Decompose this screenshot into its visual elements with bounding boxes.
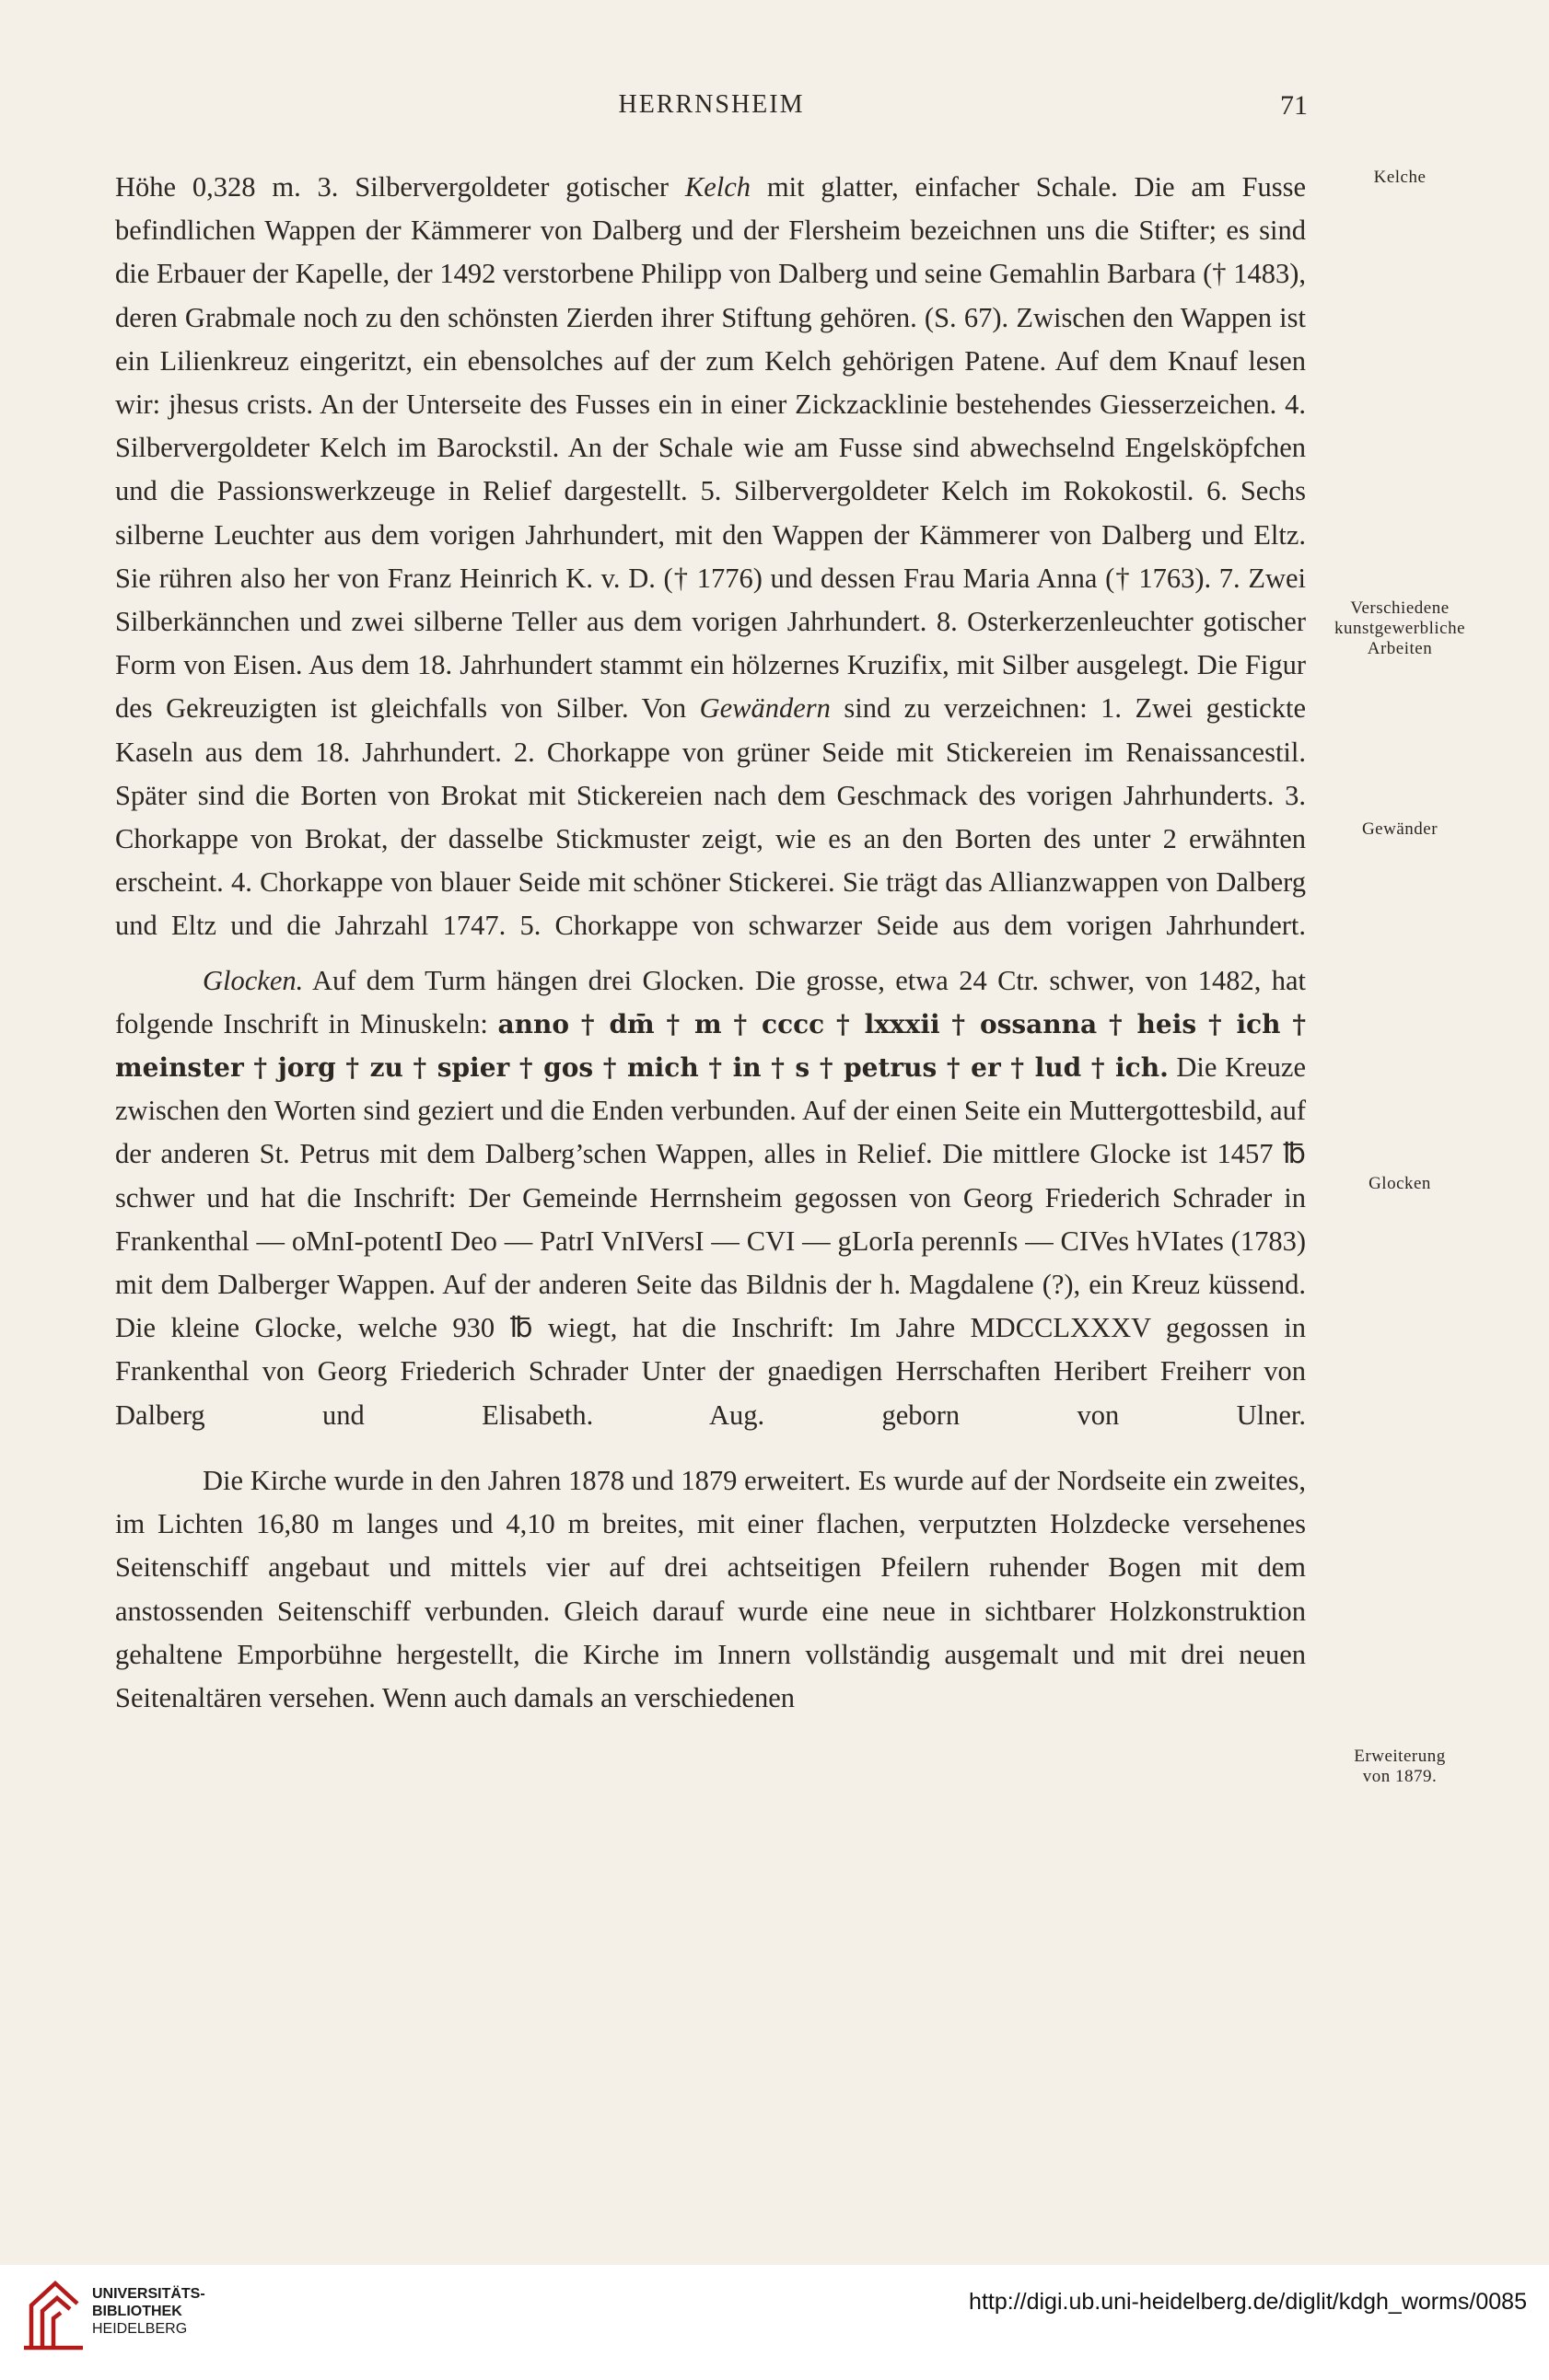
source-url-link[interactable]: http://digi.ub.uni-heidelberg.de/diglit/kdgh_worms/0085 xyxy=(969,2289,1527,2315)
paragraph-glocken: Glocken. Auf dem Turm hängen drei Glocken. Die grosse, etwa 24 Ctr. schwer, von 1482, hat folgende Inschrift in Minuskeln: anno † dm̄ † m † cccc † lxxxii † ossanna † heis † ich † meinster † jorg † zu † spier † gos † mich † in † s † petrus † er † lud † ich. Die Kreuze zwischen den Worten sind geziert und die Enden verbunden. Auf der einen Seite ein Muttergottesbild, auf der anderen St. Petrus mit dem Dalberg’schen Wappen, alles in Relief. Die mittlere Glocke ist 1457 ℔ schwer und hat die Inschrift: Der Gemeinde Herrnsheim gegossen von Georg Friederich Schrader in Frankenthal — oMnI-potentI Deo — PatrI VnIVersI — CVI — gLorIa perennIs — CIVes hVIates (1783) mit dem Dalberger Wappen. Auf der anderen Seite das Bildnis der h. Magdalene (?), ein Kreuz küssend. Die kleine Glocke, welche 930 ℔ wiegt, hat die Inschrift: Im Jahre MDCCLXXXV gegossen in Frankenthal von Georg Friederich Schrader Unter der gnaedigen Herrschaften Heribert Freiherr von Dalberg und Elisabeth. Aug. geborn von Ulner. xyxy=(115,964,1307,1431)
page-number: 71 xyxy=(1280,90,1308,121)
keyword-gewaendern: Gewändern xyxy=(699,692,831,725)
library-logo-icon[interactable] xyxy=(20,2278,87,2351)
keyword-glocken: Glocken. xyxy=(203,964,304,996)
margin-note-arbeiten: Verschiedene kunstgewerbliche Arbeiten xyxy=(1334,598,1465,658)
page-title: HERRNSHEIM xyxy=(618,90,805,119)
running-head xyxy=(115,90,1308,127)
keyword-kelch: Kelch xyxy=(684,171,751,203)
paragraph-erweiterung: Die Kirche wurde in den Jahren 1878 und 1879 erweitert. Es wurde auf der Nordseite ein zweites, im Lichten 16,80 m langes und 4,10 m breites, mit einer flachen, verputzten Holzdecke versehenes Seitenschiff angebaut und mittels vier auf drei achtseitigen Pfeilern ruhender Bogen mit dem anstossenden Seitenschiff verbunden. Gleich darauf wurde eine neue in sichtbarer Holzkonstruktion gehaltene Emporbühne hergestellt, die Kirche im Innern vollständig ausgemalt und mit drei neuen Seitenaltären versehen. Wenn auch damals an verschiedenen xyxy=(115,1464,1306,1713)
paragraph-kelche: Höhe 0,328 m. 3. Silbervergoldeter gotischer Kelch mit glatter, einfacher Schale. Die am Fusse befindlichen Wappen der Kämmerer von Dalberg und der Flersheim bezeichnen uns die Stifter; es sind die Erbauer der Kapelle, der 1492 verstorbene Philipp von Dalberg und seine Gemahlin Barbara († 1483), deren Grabmale noch zu den schönsten Zierden ihrer Stiftung gehören. (S. 67). Zwischen den Wappen ist ein Lilienkreuz eingeritzt, ein ebensolches auf der zum Kelch gehörigen Patene. Auf dem Knauf lesen wir: jhesus crists. An der Unterseite des Fusses ein in einer Zickzacklinie bestehendes Giesserzeichen. 4. Silbervergoldeter Kelch im Barockstil. An der Schale wie am Fusse sind abwechselnd Engelsköpfchen und die Passionswerkzeuge in Relief dargestellt. 5. Silbervergoldeter Kelch im Rokokostil. 6. Sechs silberne Leuchter aus dem vorigen Jahrhundert, mit den Wappen der Kämmerer von Dalberg und Eltz. Sie rühren also her von Franz Heinrich K. v. D. († 1776) und dessen Frau Maria Anna († 1763). 7. Zwei Silberkännchen und zwei silberne Teller aus dem vorigen Jahrhundert. 8. Osterkerzenleuchter gotischer Form von Eisen. Aus dem 18. Jahrhundert stammt ein hölzernes Kruzifix, mit Silber ausgelegt. Die Figur des Gekreuzigten ist gleichfalls von Silber. Von Gewändern sind zu verzeichnen: 1. Zwei gestickte Kaseln aus dem 18. Jahrhundert. 2. Chorkappe von grüner Seide mit Stickereien im Renaissancestil. Später sind die Borten von Brokat mit Stickereien nach dem Geschmack des vorigen Jahrhunderts. 3. Chorkappe von Brokat, der dasselbe Stickmuster zeigt, wie es an den Borten des unter 2 erwähnten erscheint. 4. Chorkappe von blauer Seide mit schöner Stickerei. Sie trägt das Allianzwappen von Dalberg und Eltz und die Jahrzahl 1747. 5. Chorkappe von schwarzer Seide aus dem vorigen Jahrhundert. xyxy=(115,171,1306,942)
margin-note-erweiterung: Erweiterung von 1879. xyxy=(1354,1747,1446,1786)
margin-note-glocken: Glocken xyxy=(1368,1174,1431,1193)
margin-note-gewaender: Gewänder xyxy=(1361,819,1438,839)
bell-inscription: anno † dm̄ † m † cccc † lxxxii † ossanna † heis † ich † meinster † jorg † zu † spier † gos † mich † in † s † petrus † er † lud † ich. xyxy=(115,1008,1307,1084)
library-name: UNIVERSITÄTS- BIBLIOTHEK HEIDELBERG xyxy=(92,2286,205,2337)
margin-note-kelche: Kelche xyxy=(1373,168,1427,187)
body-text xyxy=(115,166,1306,1720)
footer-bar xyxy=(0,2265,1549,2380)
